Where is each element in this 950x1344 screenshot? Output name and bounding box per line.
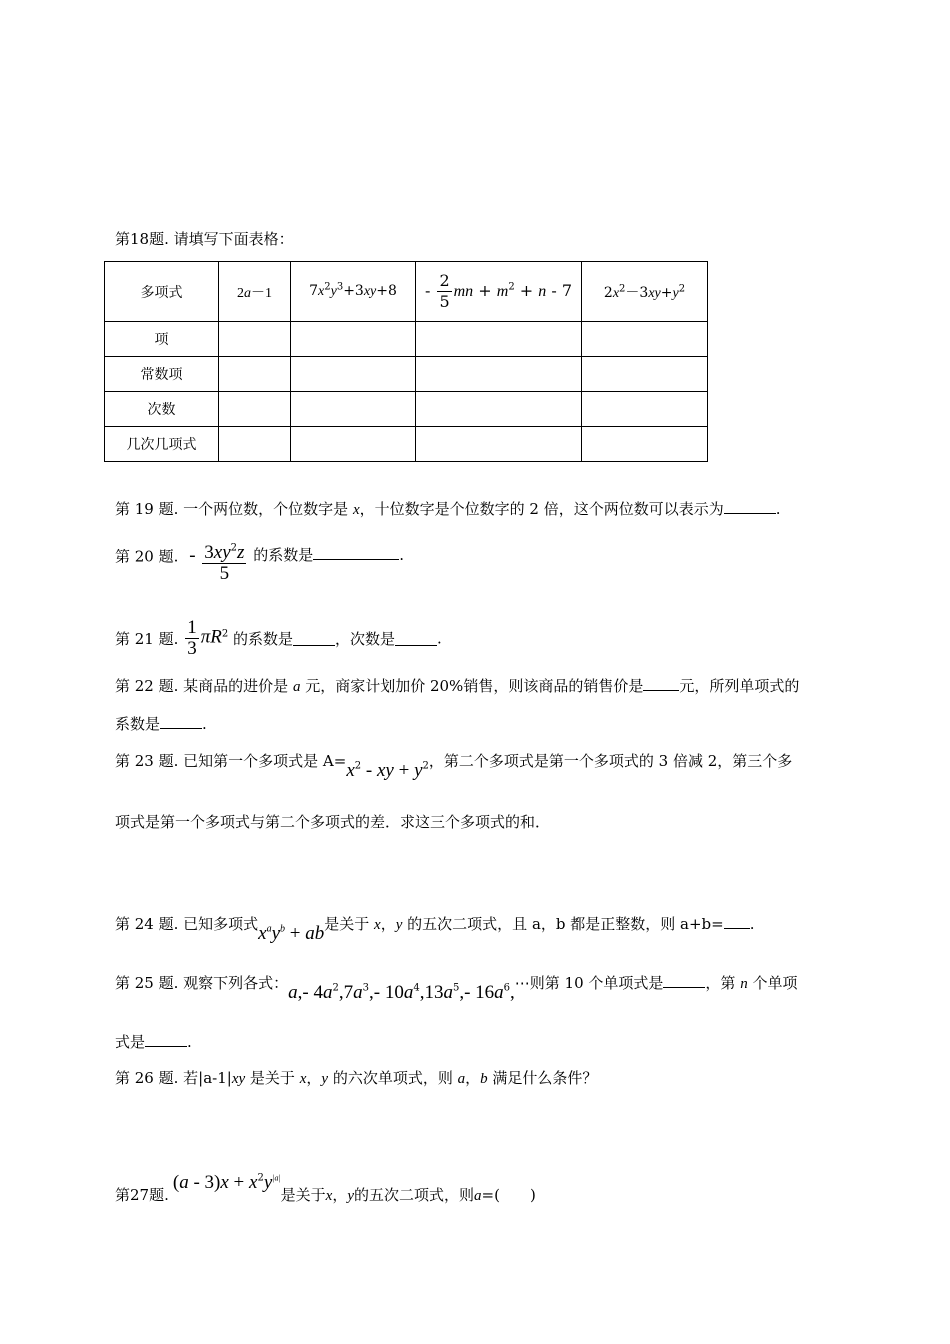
sequence-term: a bbox=[288, 982, 298, 1003]
answer-blank[interactable] bbox=[724, 499, 776, 514]
answer-cell[interactable] bbox=[291, 392, 416, 427]
answer-blank[interactable] bbox=[724, 914, 750, 929]
q24: 第 24 题. 已知多项式$x^ay^b$ + ab是关于 x，y 的五次二项式，且 a，b 都是正整数，则 a+b= . bbox=[115, 915, 755, 944]
table-row bbox=[105, 357, 708, 392]
answer-cell[interactable] bbox=[291, 357, 416, 392]
table-row bbox=[105, 322, 708, 357]
answer-cell[interactable] bbox=[219, 322, 291, 357]
sequence-term: ,- $16a^6$ bbox=[459, 982, 511, 1003]
q25-sequence bbox=[288, 981, 510, 1003]
q20: 第 20 题. - $\frac{3xy^2z}{5}$ 的系数是 . bbox=[115, 542, 405, 584]
answer-cell[interactable] bbox=[219, 392, 291, 427]
q22-line2: 系数是 . bbox=[115, 715, 207, 733]
q26: 第 26 题. 若|a-1|xy 是关于 x，y 的六次单项式，则 a，b 满足什么条件？ bbox=[115, 1069, 598, 1087]
q27: 第27题$.(a - 3)x + x^2y^{|a|}$是关于x，y的五次二项式，则a=( ) bbox=[115, 1172, 536, 1204]
q21: 第 21 题. $\frac{1}{3}$ $\pi R^2$ 的系数是 ，次数是 . bbox=[115, 617, 442, 659]
answer-cell[interactable] bbox=[416, 357, 582, 392]
q25-line1: 第 25 题. 观察下列各式：a,- $4a^2,7a^3,-$ $10a^4,13a^5,-$ $16a^6,\cdots$则第 10 个单项式是 ，第 n 个单项 bbox=[115, 974, 798, 1003]
sequence-term: $,7a^3$ bbox=[338, 982, 369, 1003]
q19: 第 19 题. 一个两位数，个位数字是 x，十位数字是个位数字的 2 倍，这个两位数可以表示为 . bbox=[115, 500, 781, 518]
answer-cell[interactable] bbox=[291, 427, 416, 462]
poly-col-3: - $\frac{2}{5}$ mn + $m^2 + n - 7$ bbox=[416, 262, 582, 322]
answer-cell[interactable] bbox=[582, 322, 708, 357]
answer-cell[interactable] bbox=[582, 392, 708, 427]
q22-line1: 第 22 题. 某商品的进价是 a 元，商家计划加价 20%销售，则该商品的销售价是 元，所列单项式的 bbox=[115, 677, 800, 695]
poly-col-4: $2x^2-3xy+y^2$ bbox=[582, 262, 708, 322]
table-header-row bbox=[105, 262, 708, 322]
answer-cell[interactable] bbox=[416, 427, 582, 462]
poly-col-2: $7x^2y^3+3xy+8$ bbox=[291, 262, 416, 322]
answer-blank[interactable] bbox=[313, 545, 399, 560]
q18-title: 第18题. 请填写下面表格： bbox=[115, 230, 294, 248]
row-label-degree: 次数 bbox=[105, 392, 219, 427]
answer-cell[interactable] bbox=[416, 322, 582, 357]
polynomial-table bbox=[104, 261, 708, 462]
row-label-terms: 项 bbox=[105, 322, 219, 357]
sequence-term: ,- $4a^2$ bbox=[297, 982, 339, 1003]
row-label-constant: 常数项 bbox=[105, 357, 219, 392]
q23-line1: 第 23 题. 已知第一个多项式是 $A=x^2$ - xy + $y^2$，第二个多项式是第一个多项式的 3 倍减 2，第三个多 bbox=[115, 752, 793, 781]
q23-line2: 项式是第一个多项式与第二个多项式的差．求这三个多项式的和． bbox=[115, 813, 551, 831]
answer-blank[interactable] bbox=[293, 631, 335, 646]
q25-line2: 式是 . bbox=[115, 1033, 192, 1051]
table-row bbox=[105, 392, 708, 427]
sequence-term: $,13a^5$ bbox=[419, 982, 460, 1003]
answer-cell[interactable] bbox=[291, 322, 416, 357]
answer-blank[interactable] bbox=[643, 676, 679, 691]
header-label: 多项式 bbox=[105, 262, 219, 322]
poly-col-1: 2a－1 bbox=[219, 262, 291, 322]
answer-cell[interactable] bbox=[219, 357, 291, 392]
row-label-type: 几次几项式 bbox=[105, 427, 219, 462]
sequence-term: ,- $10a^4$ bbox=[369, 982, 420, 1003]
answer-cell[interactable] bbox=[219, 427, 291, 462]
table-row bbox=[105, 427, 708, 462]
answer-cell[interactable] bbox=[416, 392, 582, 427]
answer-cell[interactable] bbox=[582, 357, 708, 392]
answer-blank[interactable] bbox=[663, 973, 705, 988]
answer-blank[interactable] bbox=[395, 631, 437, 646]
answer-blank[interactable] bbox=[160, 714, 202, 729]
answer-cell[interactable] bbox=[582, 427, 708, 462]
answer-blank[interactable] bbox=[145, 1032, 187, 1047]
